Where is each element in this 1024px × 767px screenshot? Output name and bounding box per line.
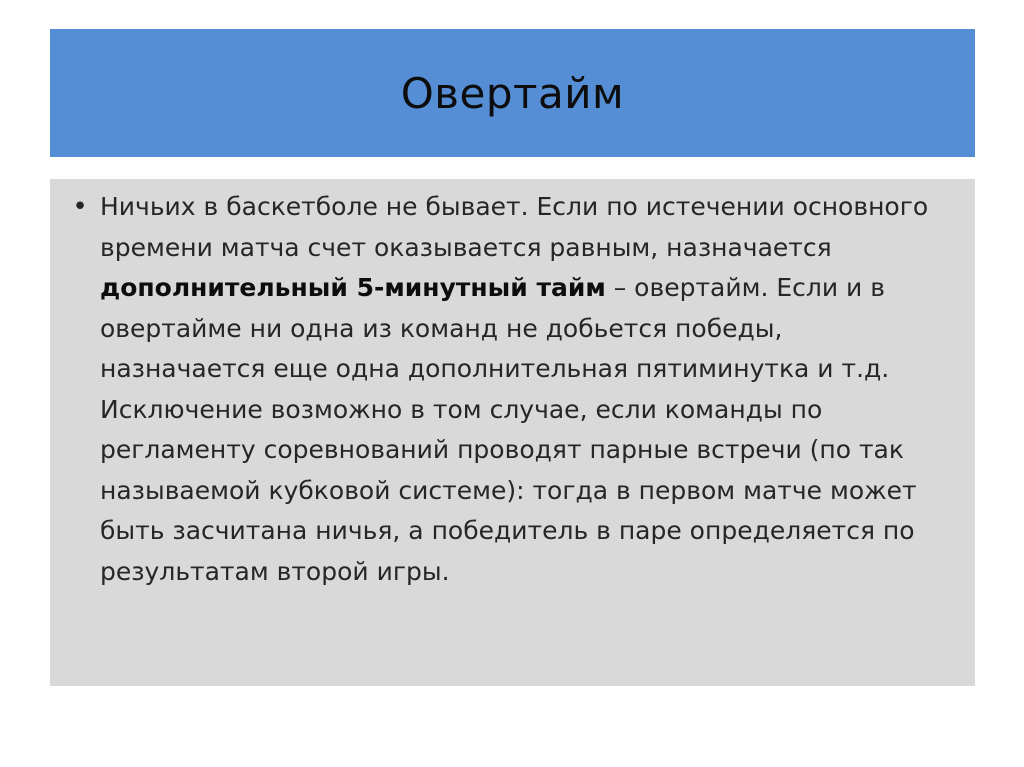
bullet-marker: • bbox=[72, 192, 88, 222]
slide-title: Овертайм bbox=[400, 68, 625, 118]
bullet-text bbox=[100, 187, 950, 592]
bullet-text-before: Ничьих в баскетболе не бывает. Если по истечении основного времени матча счет оказывается равным, назначается bbox=[100, 192, 929, 262]
title-bar bbox=[50, 29, 975, 157]
bullet-text-after: – овертайм. Если и в овертайме ни одна из команд не добьется победы, назначается еще одна дополнительная пятиминутка и т.д. Исключение возможно в том случае, если команды по регламенту соревнований проводят парные встречи (по так называемой кубковой системе): тогда в первом матче может быть засчитана ничья, а победитель в паре определяется по результатам второй игры. bbox=[100, 273, 917, 586]
bullet-text-bold: дополнительный 5-минутный тайм bbox=[100, 273, 606, 302]
content-box bbox=[50, 179, 975, 686]
bullet-item bbox=[60, 187, 950, 592]
